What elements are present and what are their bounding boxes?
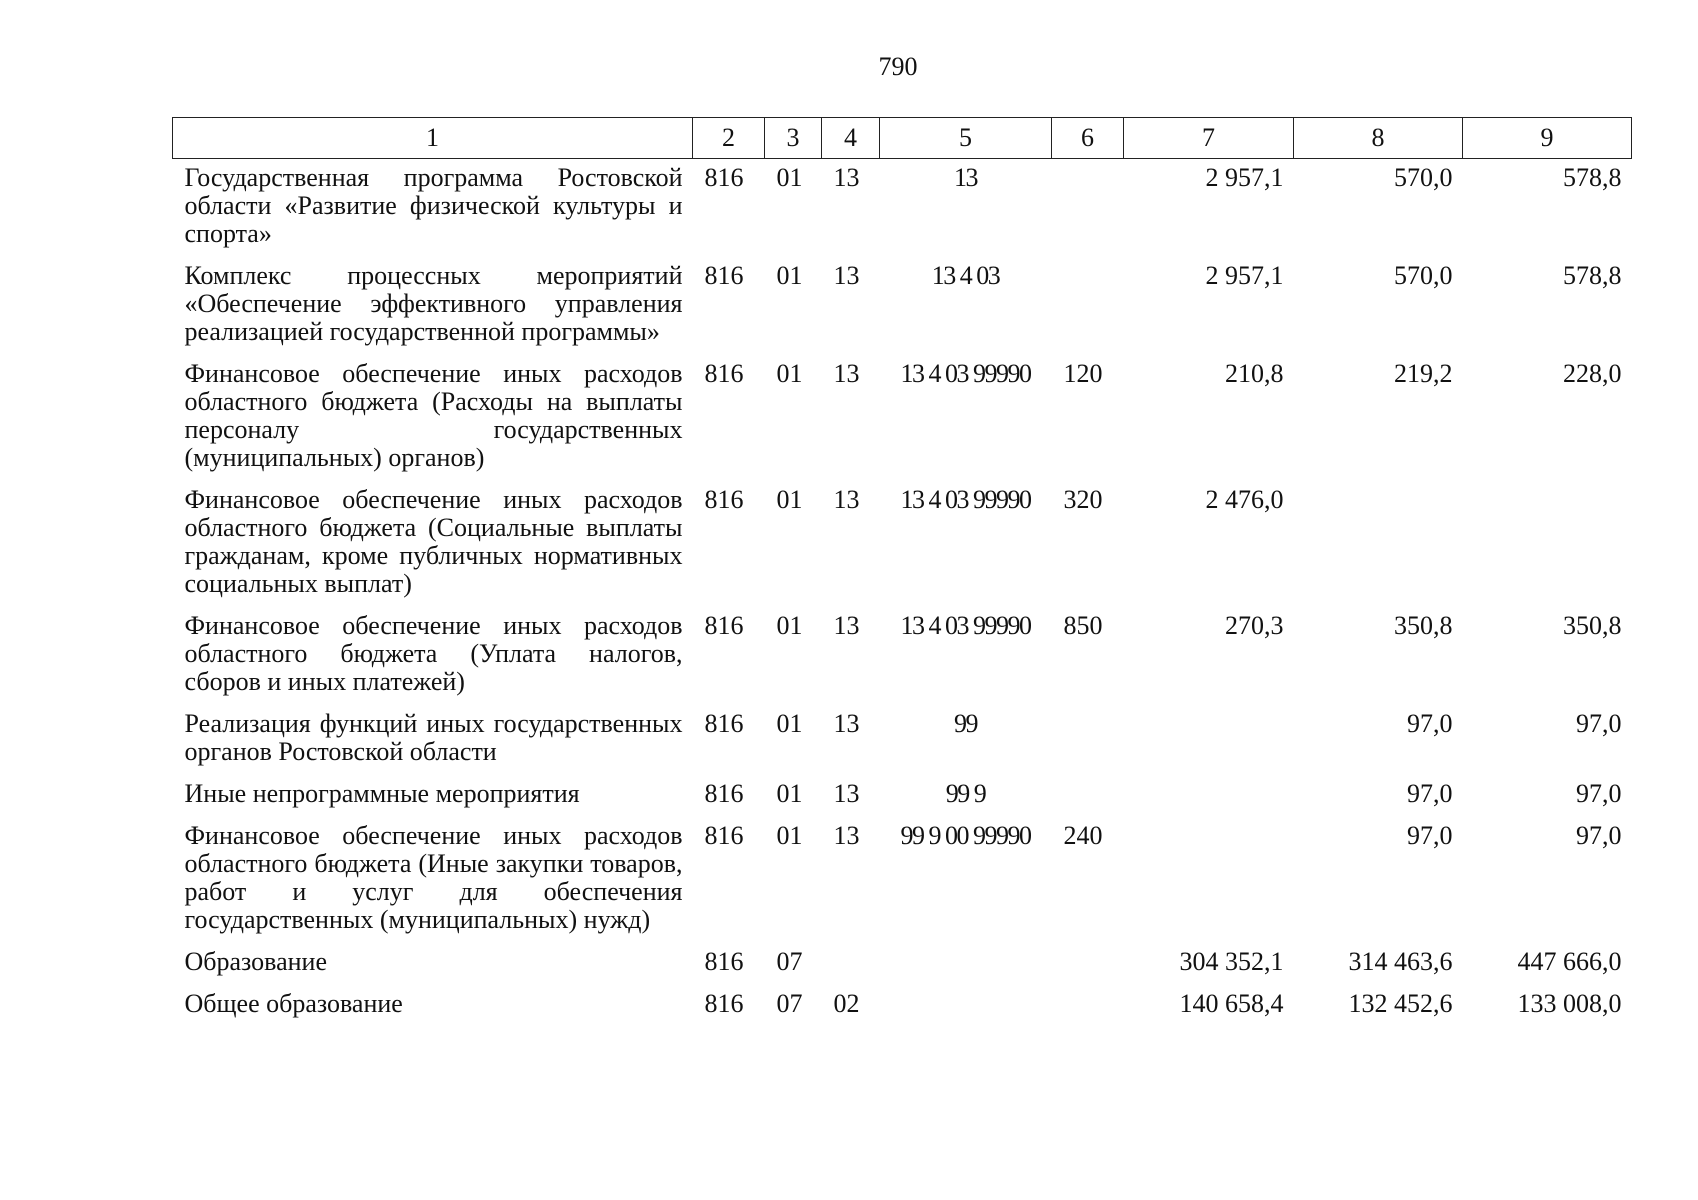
table-row [173, 159, 1632, 258]
header-col-5: 5 [880, 118, 1052, 159]
expense-name-cell: Реализация функций иных государственных органов Ростовской области [184, 709, 683, 766]
section-code-cell: 01 [776, 709, 803, 738]
expense-name-cell: Финансовое обеспечение иных расходов областного бюджета (Социальные выплаты гражданам, кроме публичных нормативных социальных выплат) [184, 485, 683, 598]
subsection-code-cell: 13 [833, 821, 860, 850]
table-body [173, 159, 1632, 1028]
header-col-6: 6 [1052, 118, 1124, 159]
expense-name-cell: Финансовое обеспечение иных расходов областного бюджета (Расходы на выплаты персоналу государственных (муниципальных) органов) [184, 359, 683, 472]
ministry-code-cell: 816 [704, 947, 744, 976]
table-row [173, 985, 1632, 1027]
amount-col-9-cell: 447 666,0 [1517, 947, 1622, 976]
expense-type-cell: 850 [1063, 611, 1103, 640]
header-col-3: 3 [765, 118, 822, 159]
amount-col-9-cell: 97,0 [1576, 821, 1622, 850]
table-row [173, 705, 1632, 775]
ministry-code-cell: 816 [704, 485, 744, 514]
section-code-cell: 01 [776, 261, 803, 290]
expense-name-cell: Общее образование [184, 989, 403, 1018]
expense-type-cell [1052, 985, 1124, 1027]
table-row [173, 775, 1632, 817]
section-code-cell: 01 [776, 485, 803, 514]
amount-col-9-cell: 97,0 [1576, 709, 1622, 738]
ministry-code-cell: 816 [704, 821, 744, 850]
header-row [173, 118, 1632, 159]
expense-name-cell: Иные непрограммные мероприятия [184, 779, 580, 808]
amount-col-8-cell: 219,2 [1394, 359, 1453, 388]
target-article-cell: 99 9 00 99990 [900, 821, 1031, 850]
amount-col-7-cell [1124, 817, 1294, 943]
section-code-cell: 07 [776, 989, 803, 1018]
expense-type-cell: 320 [1063, 485, 1103, 514]
subsection-code-cell: 13 [833, 779, 860, 808]
amount-col-7-cell: 2 957,1 [1205, 261, 1284, 290]
section-code-cell: 07 [776, 947, 803, 976]
expense-type-cell [1052, 775, 1124, 817]
header-col-8: 8 [1294, 118, 1463, 159]
expense-type-cell: 120 [1063, 359, 1103, 388]
amount-col-8-cell: 314 463,6 [1348, 947, 1453, 976]
table-row [173, 817, 1632, 943]
amount-col-7-cell: 304 352,1 [1179, 947, 1284, 976]
amount-col-9-cell [1463, 481, 1632, 607]
amount-col-7-cell [1124, 705, 1294, 775]
amount-col-9-cell: 228,0 [1563, 359, 1622, 388]
expense-name-cell: Государственная программа Ростовской области «Развитие физической культуры и спорта» [184, 163, 683, 248]
subsection-code-cell [822, 943, 880, 985]
expense-type-cell [1052, 705, 1124, 775]
section-code-cell: 01 [776, 779, 803, 808]
amount-col-7-cell [1124, 775, 1294, 817]
amount-col-8-cell: 97,0 [1407, 709, 1453, 738]
target-article-cell: 13 4 03 99990 [900, 359, 1031, 388]
budget-table [172, 117, 1632, 1027]
subsection-code-cell: 13 [833, 261, 860, 290]
subsection-code-cell: 02 [833, 989, 860, 1018]
expense-name-cell: Финансовое обеспечение иных расходов областного бюджета (Уплата налогов, сборов и иных платежей) [184, 611, 683, 696]
amount-col-9-cell: 578,8 [1563, 261, 1622, 290]
subsection-code-cell: 13 [833, 485, 860, 514]
target-article-cell: 13 [954, 163, 977, 192]
ministry-code-cell: 816 [704, 261, 744, 290]
subsection-code-cell: 13 [833, 611, 860, 640]
expense-type-cell [1052, 943, 1124, 985]
amount-col-9-cell: 578,8 [1563, 163, 1622, 192]
target-article-cell: 13 4 03 [931, 261, 1000, 290]
expense-name-cell: Финансовое обеспечение иных расходов областного бюджета (Иные закупки товаров, работ и услуг для обеспечения государственных (муниципальных) нужд) [184, 821, 683, 934]
amount-col-8-cell: 132 452,6 [1348, 989, 1453, 1018]
header-col-4: 4 [822, 118, 880, 159]
expense-name-cell: Комплекс процессных мероприятий «Обеспечение эффективного управления реализацией государственной программы» [184, 261, 683, 346]
amount-col-8-cell: 570,0 [1394, 261, 1453, 290]
expense-type-cell [1052, 257, 1124, 355]
header-col-1: 1 [173, 118, 693, 159]
table-header [173, 118, 1632, 159]
table-row [173, 607, 1632, 705]
ministry-code-cell: 816 [704, 989, 744, 1018]
header-col-7: 7 [1124, 118, 1294, 159]
amount-col-7-cell: 210,8 [1225, 359, 1284, 388]
amount-col-9-cell: 133 008,0 [1517, 989, 1622, 1018]
target-article-cell: 13 4 03 99990 [900, 485, 1031, 514]
table-row [173, 257, 1632, 355]
header-col-9: 9 [1463, 118, 1632, 159]
amount-col-8-cell: 97,0 [1407, 821, 1453, 850]
amount-col-8-cell: 350,8 [1394, 611, 1453, 640]
ministry-code-cell: 816 [704, 709, 744, 738]
amount-col-8-cell: 97,0 [1407, 779, 1453, 808]
header-col-2: 2 [693, 118, 765, 159]
ministry-code-cell: 816 [704, 611, 744, 640]
amount-col-8-cell: 570,0 [1394, 163, 1453, 192]
expense-type-cell: 240 [1063, 821, 1103, 850]
page-number: 790 [878, 52, 918, 81]
subsection-code-cell: 13 [833, 163, 860, 192]
table-row [173, 355, 1632, 481]
section-code-cell: 01 [776, 163, 803, 192]
ministry-code-cell: 816 [704, 163, 744, 192]
expense-name-cell: Образование [184, 947, 328, 976]
amount-col-7-cell: 270,3 [1225, 611, 1284, 640]
target-article-cell [880, 943, 1052, 985]
amount-col-7-cell: 2 476,0 [1205, 485, 1284, 514]
section-code-cell: 01 [776, 821, 803, 850]
amount-col-8-cell [1294, 481, 1463, 607]
expense-type-cell [1052, 159, 1124, 258]
amount-col-9-cell: 350,8 [1563, 611, 1622, 640]
section-code-cell: 01 [776, 611, 803, 640]
subsection-code-cell: 13 [833, 709, 860, 738]
target-article-cell: 99 9 [945, 779, 986, 808]
table-row [173, 481, 1632, 607]
ministry-code-cell: 816 [704, 779, 744, 808]
amount-col-7-cell: 140 658,4 [1179, 989, 1284, 1018]
subsection-code-cell: 13 [833, 359, 860, 388]
table-row [173, 943, 1632, 985]
amount-col-9-cell: 97,0 [1576, 779, 1622, 808]
target-article-cell [880, 985, 1052, 1027]
section-code-cell: 01 [776, 359, 803, 388]
target-article-cell: 99 [954, 709, 977, 738]
amount-col-7-cell: 2 957,1 [1205, 163, 1284, 192]
ministry-code-cell: 816 [704, 359, 744, 388]
target-article-cell: 13 4 03 99990 [900, 611, 1031, 640]
